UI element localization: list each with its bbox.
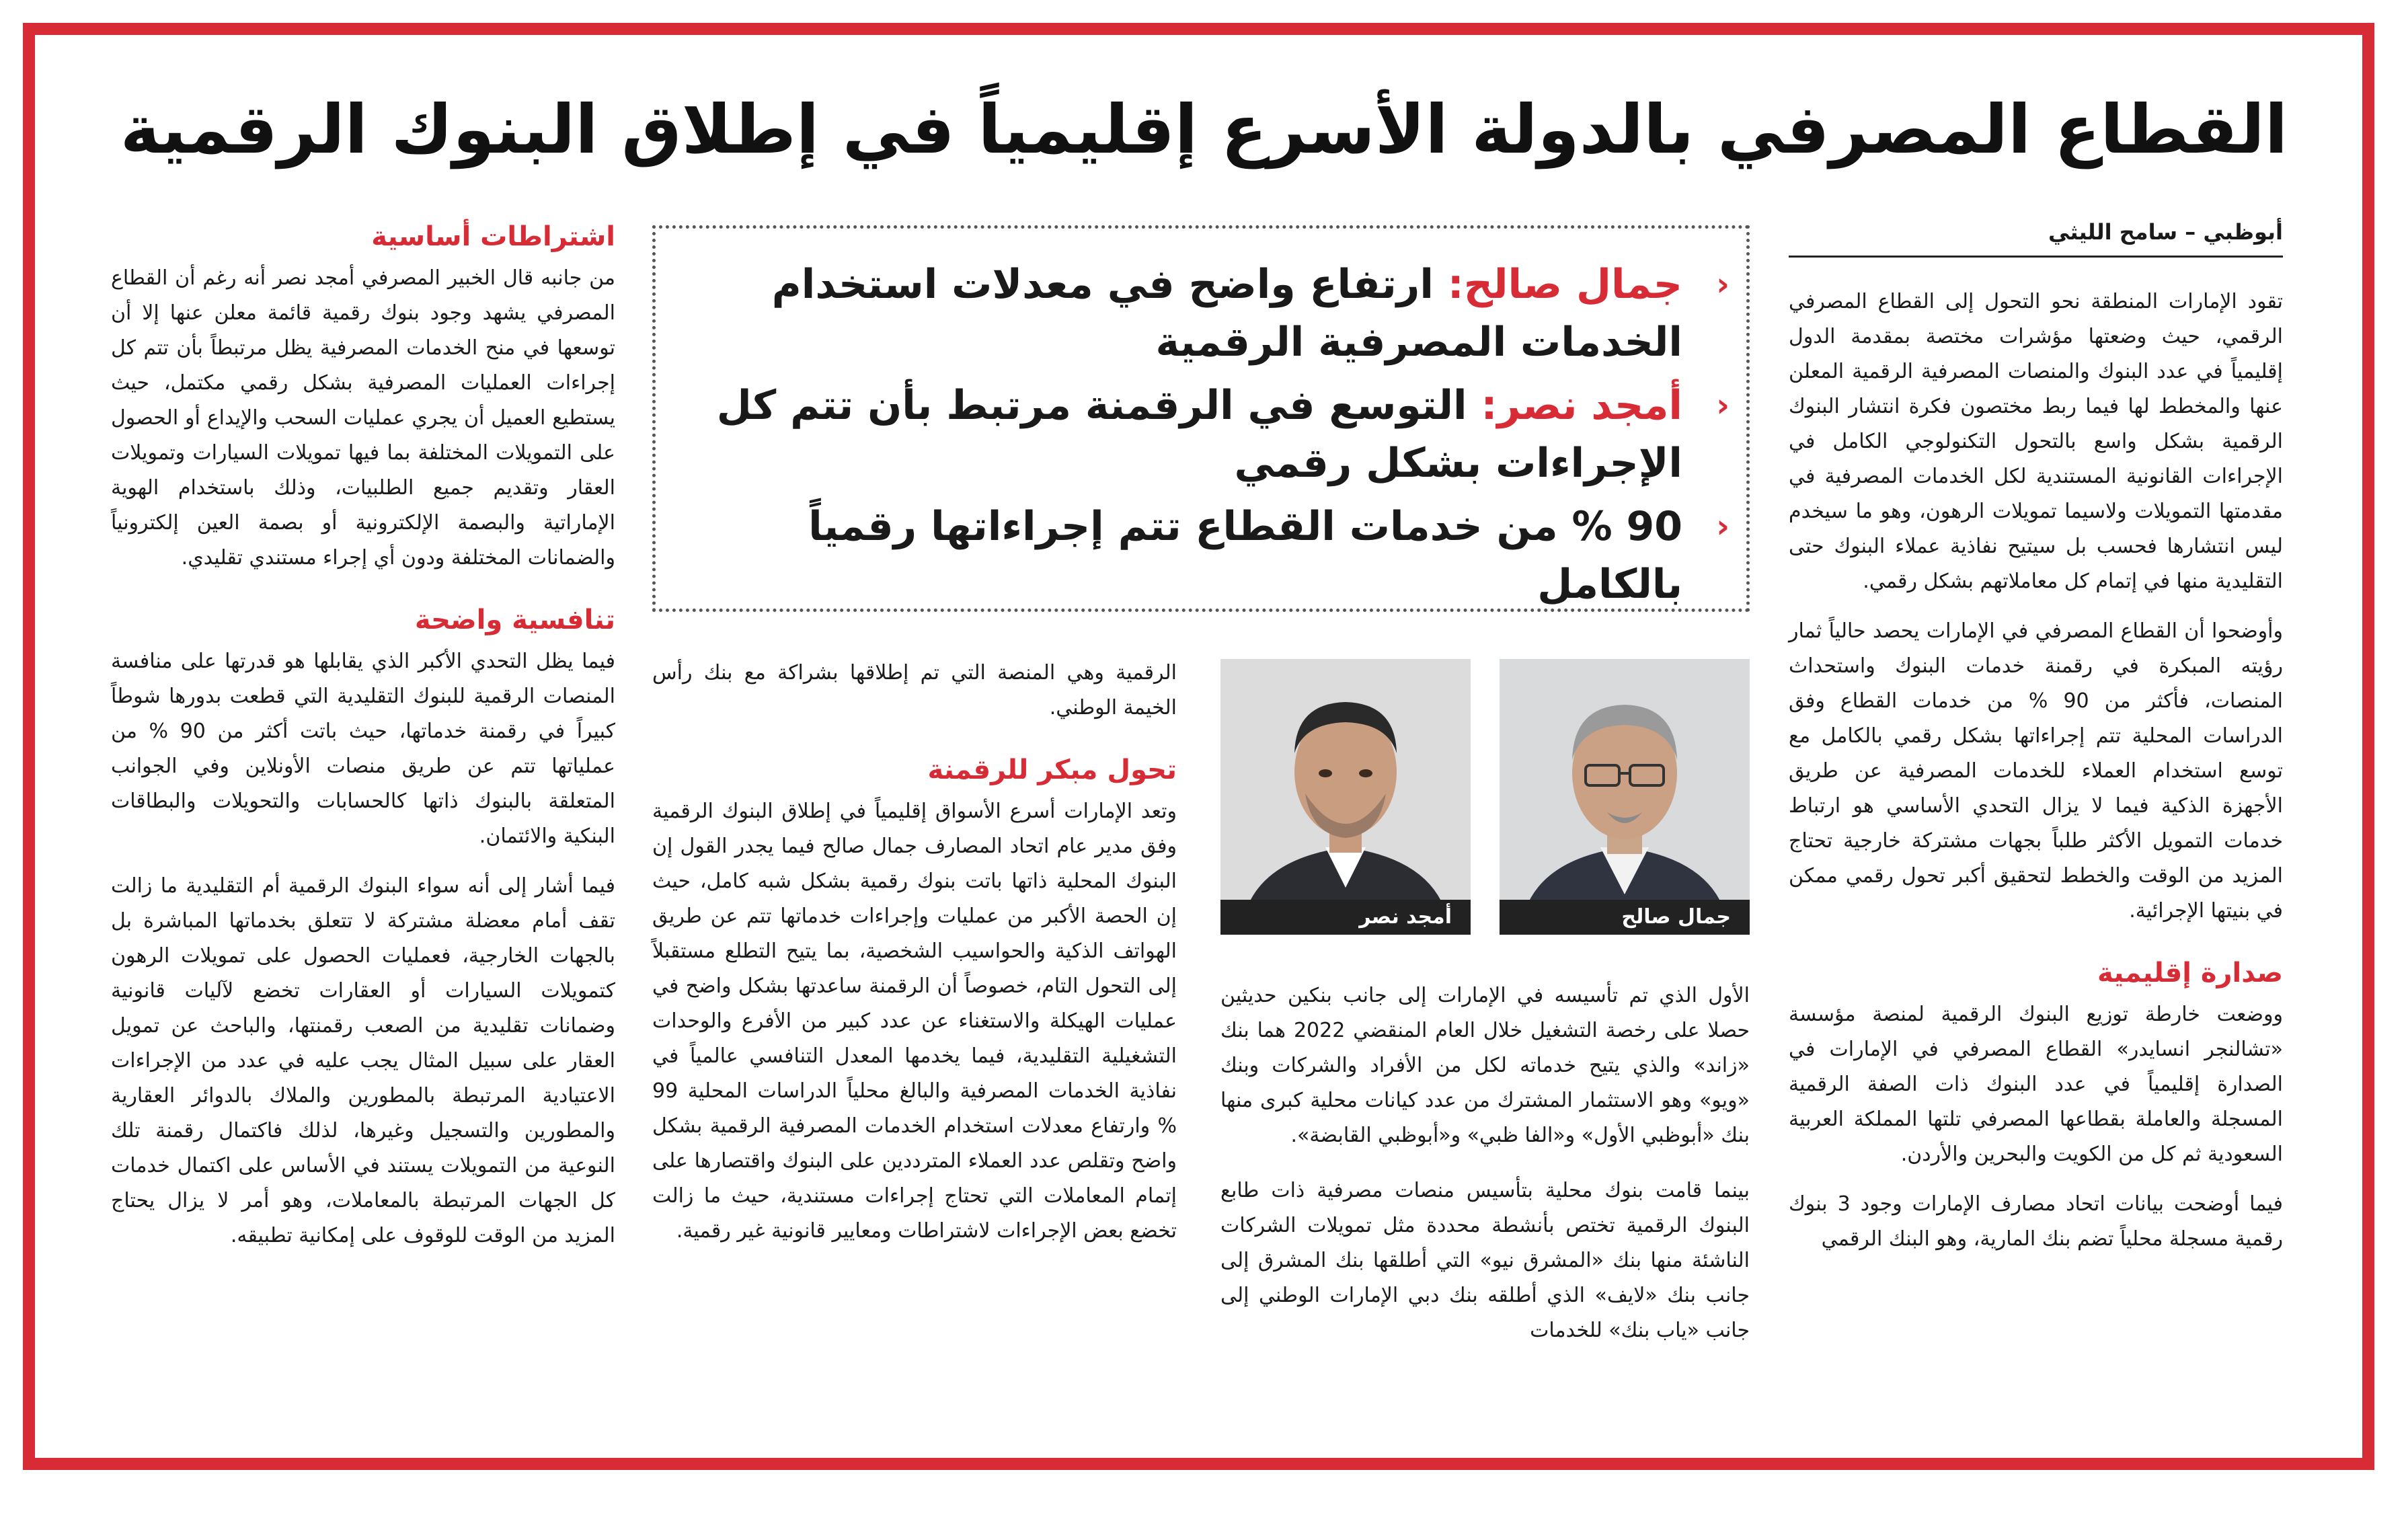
- paragraph: تقود الإمارات المنطقة نحو التحول إلى القطاع المصرفي الرقمي، حيث وضعتها مؤشرات مختصة بمقدمة الدول إقليمياً في عدد البنوك والمنصات المصرفية الرقمية المعلن عنها والمخطط لها فيما ربط مختصون فكرة انتشار البنوك الرقمية بشكل واسع بالتحول التكنولوجي الكامل في الإجراءات القانونية المستندية لكل الخدمات المصرفية في مقدمتها التمويلات ولاسيما تمويلات الرهون، وهو ما سيخدم ليس انتشارها فحسب بل سيتيح نفاذية عملاء البنوك حتى التقليدية منها في إتمام كل معاملاتهم بشكل رقمي.: [1789, 290, 2283, 593]
- subheading: تحول مبكر للرقمنة: [927, 754, 1177, 785]
- chevron-left-icon: ‹: [1716, 508, 1730, 545]
- pull-quote: [703, 377, 1730, 492]
- quote-speaker: جمال صالح:: [1447, 261, 1682, 308]
- portrait-jamal-saleh-image: [1500, 659, 1750, 935]
- paragraph: فيما يظل التحدي الأكبر الذي يقابلها هو قدرتها على منافسة المنصات الرقمية للبنوك التقليدية التي قطعت بدورها شوطاً كبيراً في رقمنة خدماتها، حيث باتت أكثر من 90 % من عملياتها تتم عن طريق منصات الأونلاين وفي الجوانب المتعلقة بالبنوك ذاتها كالحسابات والتحويلات والبطاقات البنكية والائتمان.: [111, 650, 615, 848]
- column-left: [111, 215, 615, 1268]
- pull-quote-box: [652, 225, 1750, 612]
- portrait-photo-jamal-saleh: [1500, 659, 1750, 935]
- photo-caption: أمجد نصر: [1220, 900, 1471, 935]
- portrait-photo-amjad-nasr: [1220, 659, 1471, 935]
- paragraph: من جانبه قال الخبير المصرفي أمجد نصر أنه رغم أن القطاع المصرفي يشهد وجود بنوك رقمية قائمة معلن عنها إلا أن توسعها في منح الخدمات المصرفية يظل مرتبطاً بأن تتم كل إجراءات العمليات المصرفية بشكل رقمي مكتمل، حيث يستطيع العميل أن يجري عمليات السحب والإيداع أو الحصول على التمويلات المختلفة بما فيها تمويلات السيارات وتمويلات العقار وتقديم جميع الطلبيات، وذلك باستخدام الهوية الإماراتية والبصمة الإلكترونية أو بصمة العين إلكترونياً والضمانات المختلفة ودون أي إجراء مستندي تقليدي.: [111, 266, 615, 570]
- paragraph: ووضعت خارطة توزيع البنوك الرقمية لمنصة مؤسسة «تشالنجر انسايدر» القطاع المصرفي في الإمارات في الصدارة إقليمياً في عدد البنوك ذات الصفة الرقمية المسجلة والعاملة بقطاعها المصرفي تلتها المملكة العربية السعودية ثم كل من الكويت والبحرين والأردن.: [1789, 1003, 2283, 1166]
- paragraph: فيما أشار إلى أنه سواء البنوك الرقمية أم التقليدية ما زالت تقف أمام معضلة مشتركة لا تتعلق بخدماتها المباشرة بل بالجهات الخارجية، فعمليات الحصول على تمويلات الرهون كتمويلات السيارات أو العقارات تخضع لآليات قانونية وضمانات تقليدية من الصعب رقمنتها، والباحث عن تمويل العقار على سبيل المثال يجب عليه في عدد من الإجراءات الاعتيادية المرتبطة بالمطورين والملاك بالدوائر العقارية والمطورين والتسجيل وغيرها، لذلك فاكتمال رقمنة تلك النوعية من التمويلات يستند في الأساس على اكتمال خدمات كل الجهات المرتبطة بالمعاملات، وهو أمر لا يزال يحتاج المزيد من الوقت للوقوف على إمكانية تطبيقه.: [111, 874, 615, 1247]
- quote-text: 90 % من خدمات القطاع تتم إجراءاتها رقمياً بالكامل: [808, 503, 1682, 608]
- paragraph: وتعد الإمارات أسرع الأسواق إقليمياً في إطلاق البنوك الرقمية وفق مدير عام اتحاد المصارف جمال صالح فيما يجدر القول إن البنوك المحلية ذاتها باتت بنوك رقمية بشكل شبه كامل، حيث إن الحصة الأكبر من عمليات وإجراءات خدماتها تتم عن طريق الهواتف الذكية والحواسيب الشخصية، بما يتيح التطلع مستقبلاً إلى التحول التام، خصوصاً أن الرقمنة ساعدتها بشكل واضح في عمليات الهيكلة والاستغناء عن عدد كبير من الأفرع والوحدات التشغيلية التقليدية، فيما يخدمها المعدل التنافسي عالمياً في نفاذية الخدمات المصرفية والبالغ محلياً الدراسات المحلية 99 % وارتفاع معدلات استخدام الخدمات المصرفية الرقمية بشكل واضح وتقلص عدد العملاء المترددين على البنوك واقتصارها على إتمام المعاملات التي تحتاج إجراءات مستندية، حيث ما زالت تخضع بعض الإجراءات لاشتراطات ومعايير قانونية غير رقمية.: [652, 800, 1177, 1243]
- paragraph: بينما قامت بنوك محلية بتأسيس منصات مصرفية ذات طابع البنوك الرقمية تختص بأنشطة محددة مثل تمويلات الشركات الناشئة منها بنك «المشرق نيو» التي أطلقها بنك المشرق إلى جانب بنك «لايف» الذي أطلقه بنك دبي الإمارات الوطني إلى جانب «ياب بنك» للخدمات: [1220, 1179, 1750, 1342]
- column-middle: [652, 656, 1177, 1264]
- chevron-left-icon: ‹: [1716, 387, 1730, 424]
- pull-quote: [703, 256, 1730, 371]
- paragraph: الأول الذي تم تأسيسه في الإمارات إلى جانب بنكين حديثين حصلا على رخصة التشغيل خلال العام المنقضي 2022 هما بنك «زاند» والذي يتيح خدماته لكل من الأفراد والشركات وبنك «ويو» وهو الاستثمار المشترك من عدد كيانات محلية كبرى منها بنك «أبوظبي الأول» و«الفا ظبي» و«أبوظبي القابضة».: [1220, 984, 1750, 1147]
- portrait-amjad-nasr-image: [1220, 659, 1471, 935]
- chevron-left-icon: ‹: [1716, 266, 1730, 303]
- paragraph: وأوضحوا أن القطاع المصرفي في الإمارات يحصد حالياً ثمار رؤيته المبكرة في رقمنة خدمات البنوك واستحداث المنصات، فأكثر من 90 % من خدمات القطاع وفق الدراسات المحلية تتم إجراءاتها بشكل رقمي بالكامل مع توسع استخدام العملاء للخدمات المصرفية عن طريق الأجهزة الذكية فيما لا يزال التحدي الأساسي هو ارتباط خدمات التمويل الأكثر طلباً بجهات مشتركة خارجية تحتاج المزيد من الوقت والخطط لتحقيق أكبر تحول رقمي ممكن في بنيتها الإجرائية.: [1789, 619, 2283, 923]
- quote-speaker: أمجد نصر:: [1481, 382, 1682, 429]
- quote-text: ارتفاع واضح في معدلات استخدام الخدمات المصرفية الرقمية: [771, 261, 1682, 366]
- byline: أبوظبي – سامح الليثي: [1789, 215, 2283, 258]
- pull-quote: [703, 498, 1730, 613]
- photo-caption: جمال صالح: [1500, 900, 1750, 935]
- article-headline: القطاع المصرفي بالدولة الأسرع إقليمياً في إطلاق البنوك الرقمية: [120, 90, 2288, 169]
- paragraph: الرقمية وهي المنصة التي تم إطلاقها بشراكة مع بنك رأس الخيمة الوطني.: [652, 661, 1177, 720]
- column-right: [1789, 215, 2283, 1272]
- quote-text: التوسع في الرقمنة مرتبط بأن تتم كل الإجراءات بشكل رقمي: [716, 382, 1682, 487]
- paragraph: فيما أوضحت بيانات اتحاد مصارف الإمارات وجود 3 بنوك رقمية مسجلة محلياً تضم بنك المارية، وهو البنك الرقمي: [1789, 1192, 2283, 1251]
- subheading: صدارة إقليمية: [2097, 958, 2283, 988]
- subheading: اشتراطات أساسية: [371, 221, 615, 252]
- subheading: تنافسية واضحة: [414, 605, 615, 635]
- column-below-photos: [1220, 958, 1750, 1368]
